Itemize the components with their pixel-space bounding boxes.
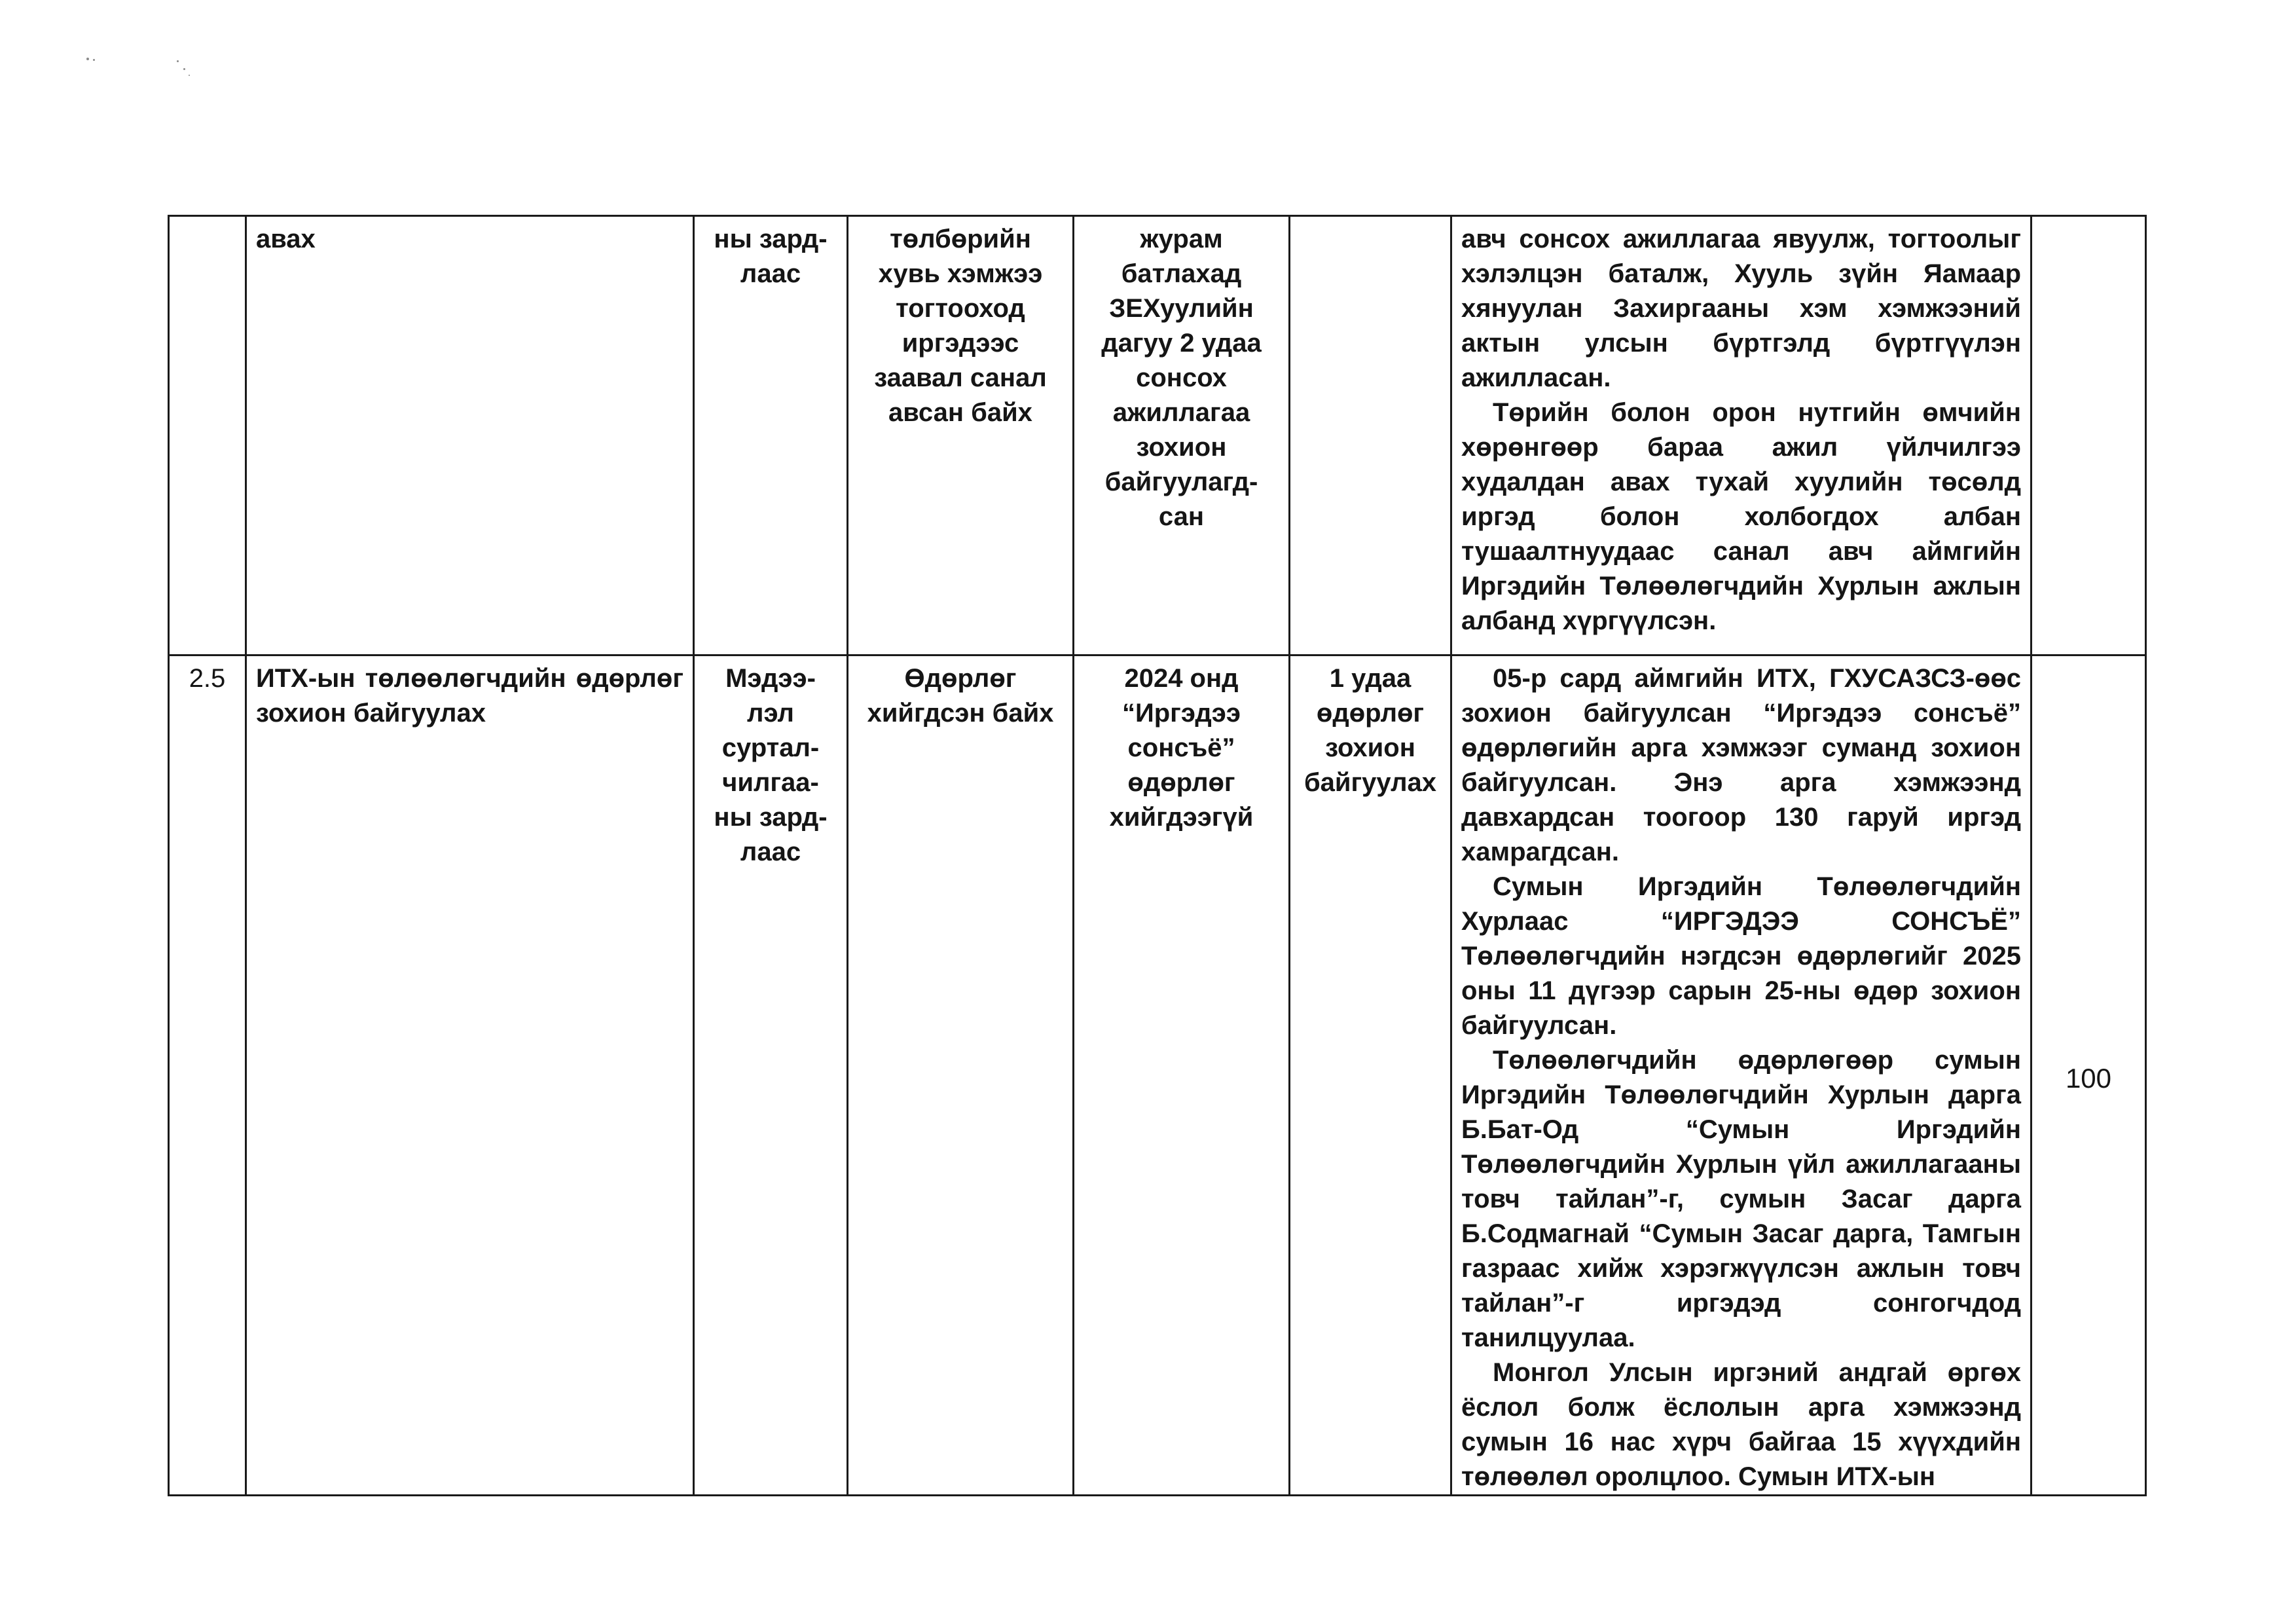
text-line: суртал- — [721, 733, 820, 762]
text-line: “Иргэдээ — [1122, 699, 1241, 728]
activity-cell — [246, 655, 694, 1496]
text-line: зохион — [1136, 433, 1227, 462]
report-paragraph: авч сонсох ажиллагаа явуулж, тогтоолыг хэлэлцэн баталж, Хууль зүйн Яамаар хянуулан Захиргааны хэм хэмжээний актын улсын бүртгэлд бүртгүүлэн ажилласан. — [1461, 225, 2021, 392]
report-paragraph: Төлөөлөгчдийн өдөрлөгөөр сумын Иргэдийн Төлөөлөгчдийн Хурлын дарга Б.Бат-Од “Сумын Иргэдийн Төлөөлөгчдийн Хурлын үйл ажиллагааны товч тайлан”-г, сумын Засаг дарга Б.Содмагнай “Сумын Засаг дарга, Тамгын газраас хийж хэрэгжүүлсэн ажлын товч тайлан”-г иргэдэд сонгогчдод танилцуулаа. — [1461, 1046, 2021, 1352]
report-paragraph: 05-р сард аймгийн ИТХ, ГХУСАЗСЗ-өөс зохион байгуулсан “Иргэдээ сонсъё” өдөрлөгийн арга хэмжээг суманд зохион байгуулсан. Энэ арга хэмжээнд давхардсан тоогоор 130 гаруй иргэд хамрагдсан. — [1461, 664, 2021, 866]
text-line: Мэдээ- — [725, 664, 816, 693]
text-line: заавал санал — [874, 363, 1047, 392]
funding-cell — [694, 216, 848, 655]
baseline-cell — [1074, 655, 1290, 1496]
text-line: иргэдээс — [902, 329, 1019, 358]
report-cell — [1451, 655, 2032, 1496]
text-line: авсан байх — [888, 398, 1032, 427]
criteria-cell — [848, 655, 1074, 1496]
text-line: батлахад — [1121, 259, 1242, 288]
report-paragraph: Төрийн болон орон нутгийн өмчийн хөрөнгөөр бараа ажил үйлчилгээ худалдан авах тухай хуулийн төсөлд иргэд болон холбогдох албан тушаалтнуудаас санал авч аймгийн Иргэдийн Төлөөлөгчдийн Хурлын ажлын албанд хүргүүлсэн. — [1461, 398, 2021, 635]
text-line: дагуу 2 удаа — [1101, 329, 1262, 358]
text-line: ны зард- — [714, 803, 828, 832]
text-line: журам — [1140, 225, 1223, 253]
baseline-cell — [1074, 216, 1290, 655]
text-line: 1 удаа — [1329, 664, 1412, 693]
scan-artifact — [79, 46, 223, 85]
text-line: чилгаа- — [722, 768, 819, 797]
row-number: 2.5 — [169, 655, 246, 1496]
target-cell — [1290, 655, 1451, 1496]
text-line: ЗЕХуулийн — [1109, 294, 1254, 323]
text-line: төлбөрийн — [890, 225, 1031, 253]
target-cell — [1290, 216, 1451, 655]
text-line: байгуулах — [1303, 768, 1437, 797]
report-cell — [1451, 216, 2032, 655]
text-line: 2024 онд — [1124, 664, 1239, 693]
text-line: сонсъё” — [1127, 733, 1235, 762]
text-line: сонсох — [1136, 363, 1227, 392]
text-line: Өдөрлөг — [904, 664, 1017, 693]
text-line: байгуулагд- — [1104, 468, 1258, 496]
text-line: тогтооход — [896, 294, 1025, 323]
text-line: өдөрлөг — [1127, 768, 1235, 797]
criteria-cell — [848, 216, 1074, 655]
text-line: зохион — [1325, 733, 1415, 762]
percent-cell — [2032, 216, 2146, 655]
text-line: хийгдээгүй — [1109, 803, 1254, 832]
text-line: сан — [1158, 502, 1205, 531]
percent-cell: 100 — [2032, 655, 2146, 1496]
activity-text: авах — [256, 225, 316, 253]
plan-report-table — [168, 215, 2147, 1496]
row-number — [169, 216, 246, 655]
text-line: хувь хэмжээ — [878, 259, 1043, 288]
table-row — [169, 655, 2146, 1496]
text-line: лаас — [740, 259, 801, 288]
activity-cell — [246, 216, 694, 655]
table-row — [169, 216, 2146, 655]
text-line: лэл — [747, 699, 794, 728]
text-line: ны зард- — [714, 225, 828, 253]
text-line: лаас — [740, 838, 801, 866]
text-line: өдөрлөг — [1316, 699, 1425, 728]
activity-text: ИТХ-ын төлөөлөгчдийн өдөрлөг зохион байгуулах — [256, 664, 683, 728]
funding-cell — [694, 655, 848, 1496]
text-line: ажиллагаа — [1112, 398, 1250, 427]
text-line: хийгдсэн байх — [867, 699, 1054, 728]
report-paragraph: Сумын Иргэдийн Төлөөлөгчдийн Хурлаас “ИРГЭДЭЭ СОНСЪЁ” Төлөөлөгчдийн нэгдсэн өдөрлөгийг 2025 оны 11 дүгээр сарын 25-ны өдөр зохион байгуулсан. — [1461, 872, 2021, 1040]
report-paragraph: Монгол Улсын иргэний андгай өргөх ёслол болж ёслолын арга хэмжээнд сумын 16 нас хүрч байгаа 15 хүүхдийн төлөөлөл оролцлоо. Сумын ИТХ-ын — [1461, 1358, 2021, 1491]
